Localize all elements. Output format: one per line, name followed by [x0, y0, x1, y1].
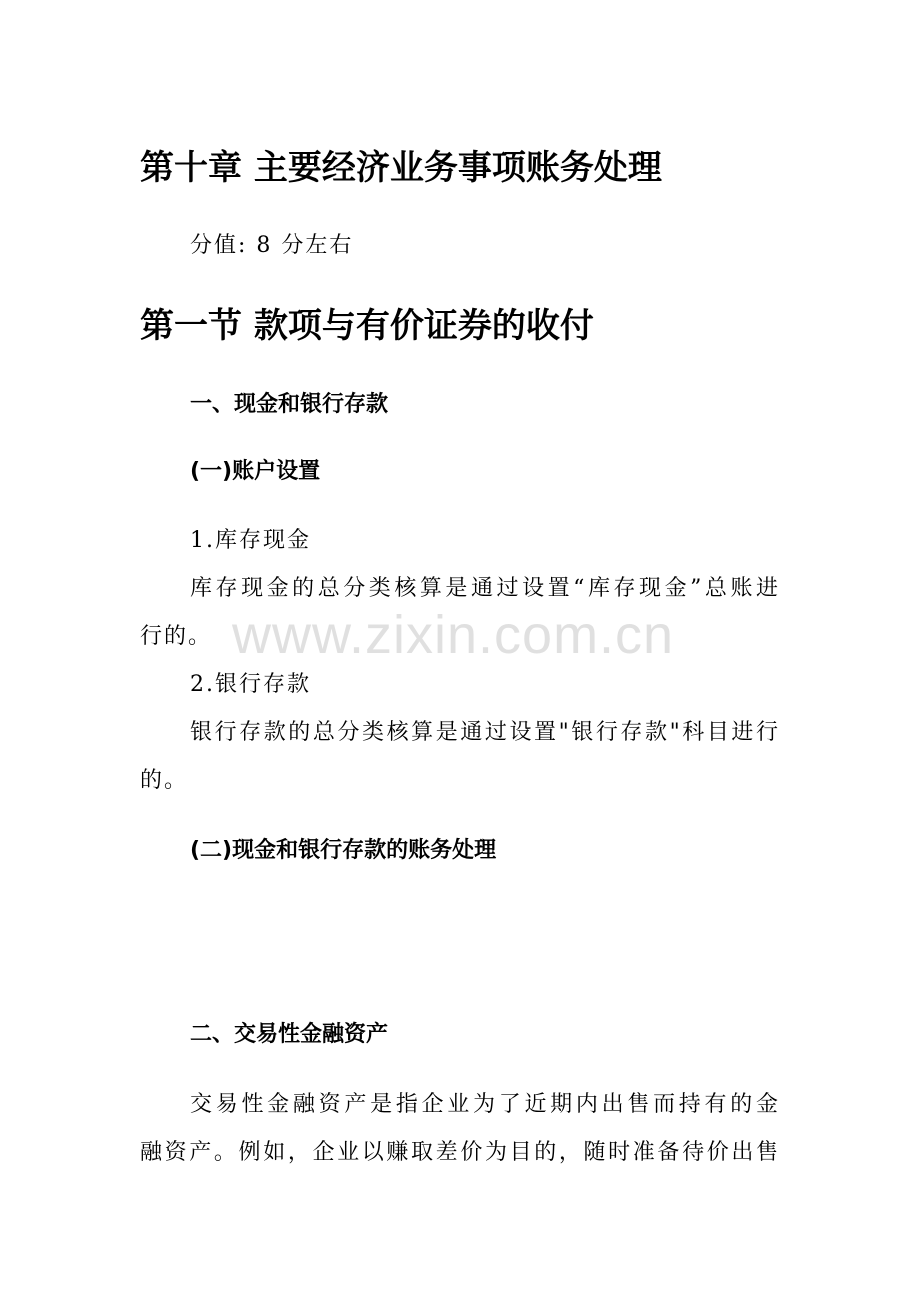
section-title: 第一节 款项与有价证券的收付 — [140, 306, 594, 346]
item-bank-deposits-title: 2.银行存款 — [190, 672, 311, 697]
subheading-account-setup: (一)账户设置 — [190, 459, 321, 484]
item-cash-on-hand-text-line2: 行的。 — [140, 624, 213, 649]
para-trading-assets-line1: 交易性金融资产是指企业为了近期内出售而持有的金 — [190, 1092, 780, 1117]
score-line: 分值: 8 分左右 — [190, 233, 354, 258]
item-cash-on-hand-text-line1: 库存现金的总分类核算是通过设置“库存现金”总账进 — [190, 576, 780, 601]
item-bank-deposits-text-line1: 银行存款的总分类核算是通过设置"银行存款"科目进行 — [190, 720, 780, 745]
chapter-title: 第十章 主要经济业务事项账务处理 — [140, 148, 662, 188]
item-bank-deposits-text-line2: 的。 — [140, 768, 189, 793]
subheading-accounting-treatment: (二)现金和银行存款的账务处理 — [190, 838, 497, 863]
para-trading-assets-line2: 融资产。例如，企业以赚取差价为目的，随时准备待价出售 — [140, 1140, 780, 1165]
heading-cash-and-bank-deposits: 一、现金和银行存款 — [190, 392, 389, 417]
heading-trading-financial-assets: 二、交易性金融资产 — [190, 1022, 389, 1047]
watermark: www.zixin.com.cn — [232, 605, 675, 665]
item-cash-on-hand-title: 1.库存现金 — [190, 528, 311, 553]
